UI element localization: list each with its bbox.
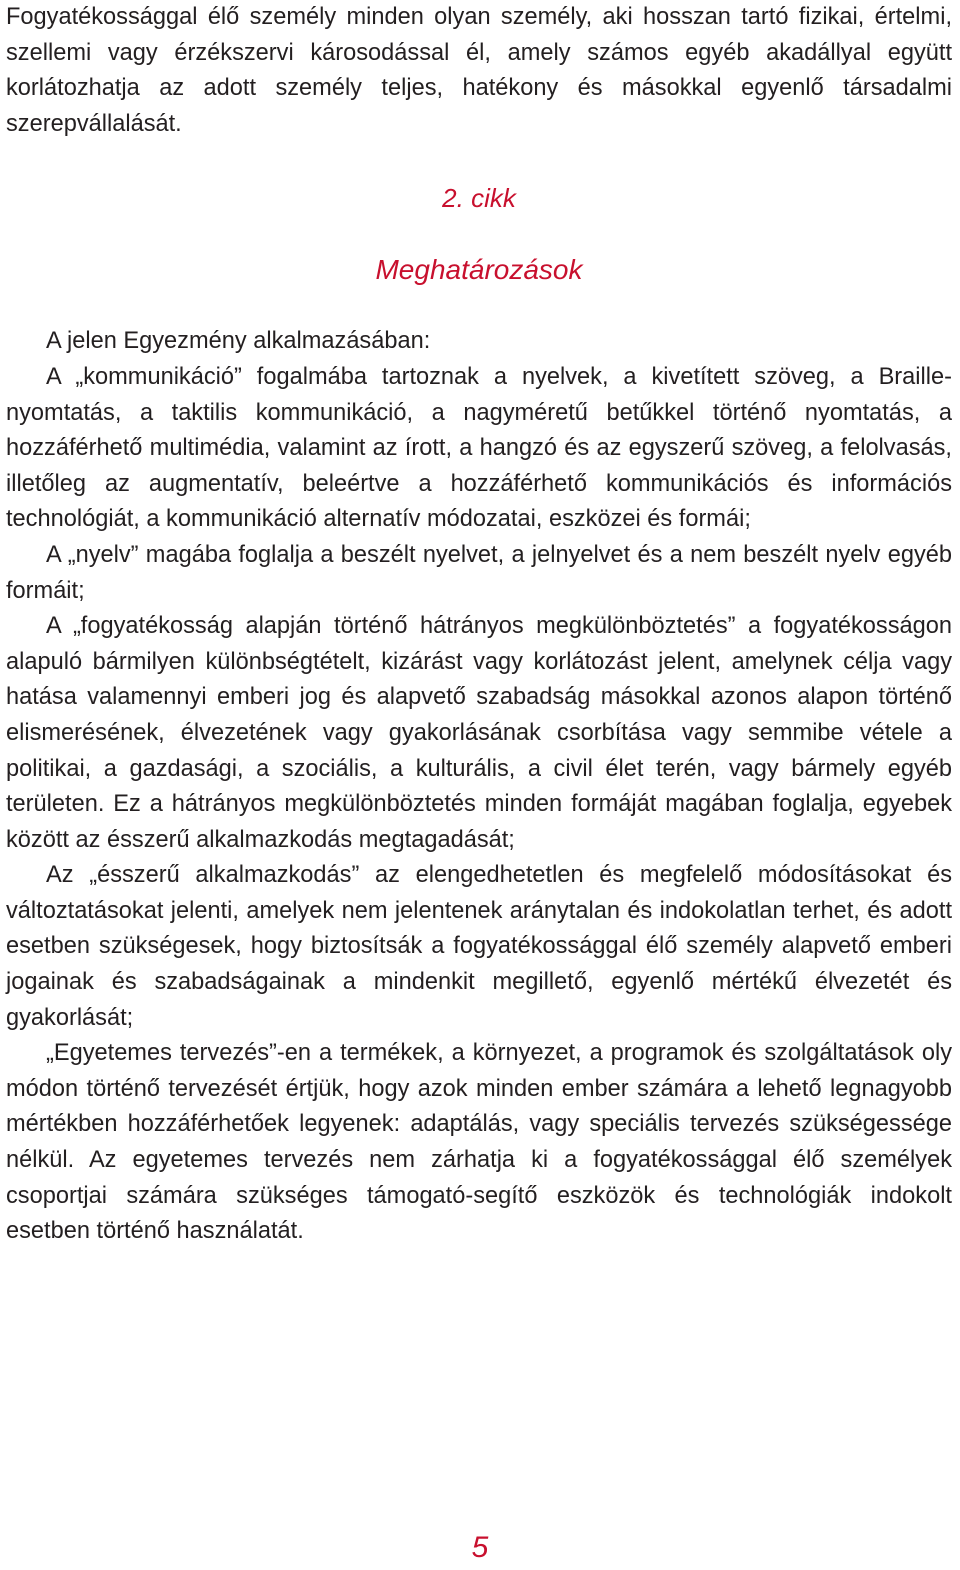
paragraph-language: A „nyelv” magába foglalja a beszélt nyelvet, a jelnyelvet és a nem beszélt nyelv egyéb formáit; bbox=[6, 541, 952, 604]
paragraph-communication: A „kommunikáció” fogalmába tartoznak a nyelvek, a kivetített szöveg, a Braille-nyomtatás, a taktilis kommunikáció, a nagyméretű betűkkel történő nyomtatás, a hozzáférhető multimédia, valamint az írott, a hangzó és az egyszerű szöveg, a felolvasás, illetőleg az augmentatív, beleértve a hozzáférhető kommunikációs és információs technológiát, a kommunikáció alternatív módozatai, eszközei és formái; bbox=[6, 363, 952, 533]
paragraph-preamble: A jelen Egyezmény alkalmazásában: bbox=[46, 328, 431, 355]
paragraph-reasonable-accommodation: Az „ésszerű alkalmazkodás” az elengedhetetlen és megfelelő módosításokat és változtatásokat jelenti, amelyek nem jelentenek aránytalan és indokolatlan terhet, és adott esetben szükségesek, hogy biztosítsák a fogyatékossággal élő személy alapvető emberi jogainak és szabadságainak a mindenkit megillető, egyenlő mértékű élvezetét és gyakorlását; bbox=[6, 862, 952, 1031]
intro-paragraph: Fogyatékossággal élő személy minden olyan személy, aki hosszan tartó fizikai, értelmi, szellemi vagy érzékszervi károsodással él, amely számos egyéb akadállyal együtt korlátozhatja az adott személy teljes, hatékony és másokkal egyenlő társadalmi szerepvállalását. bbox=[6, 4, 952, 137]
article-number: 2. cikk bbox=[442, 183, 516, 214]
paragraph-universal-design: „Egyetemes tervezés”-en a termékek, a környezet, a programok és szolgáltatások oly módon történő tervezését értjük, hogy azok minden ember számára a lehető legnagyobb mértékben hozzáférhetőek legyenek: adaptálás, vagy speciális tervezés szükségessége nélkül. Az egyetemes tervezés nem zárhatja ki a fogyatékossággal élő személyek csoportjai számára szükséges támogató-segítő eszközök és technológiák indokolt esetben történő használatát. bbox=[6, 1040, 952, 1245]
article-title: Meghatározások bbox=[375, 254, 583, 286]
page-number: 5 bbox=[471, 1531, 489, 1564]
paragraph-discrimination: A „fogyatékosság alapján történő hátrányos megkülönböztetés” a fogyatékosságon alapuló bármilyen különbségtételt, kizárást vagy korlátozást jelent, amelynek célja vagy hatása valamennyi emberi jog és alapvető szabadság másokkal azonos alapon történő elismerésének, élvezetének vagy gyakorlásának csorbítása vagy semmibe vétele a politikai, a gazdasági, a szociális, a kulturális, a civil élet terén, vagy bármely egyéb területen. Ez a hátrányos megkülönböztetés minden formáját magában foglalja, egyebek között az ésszerű alkalmazkodás megtagadását; bbox=[6, 613, 952, 853]
document-body bbox=[6, 0, 952, 1250]
